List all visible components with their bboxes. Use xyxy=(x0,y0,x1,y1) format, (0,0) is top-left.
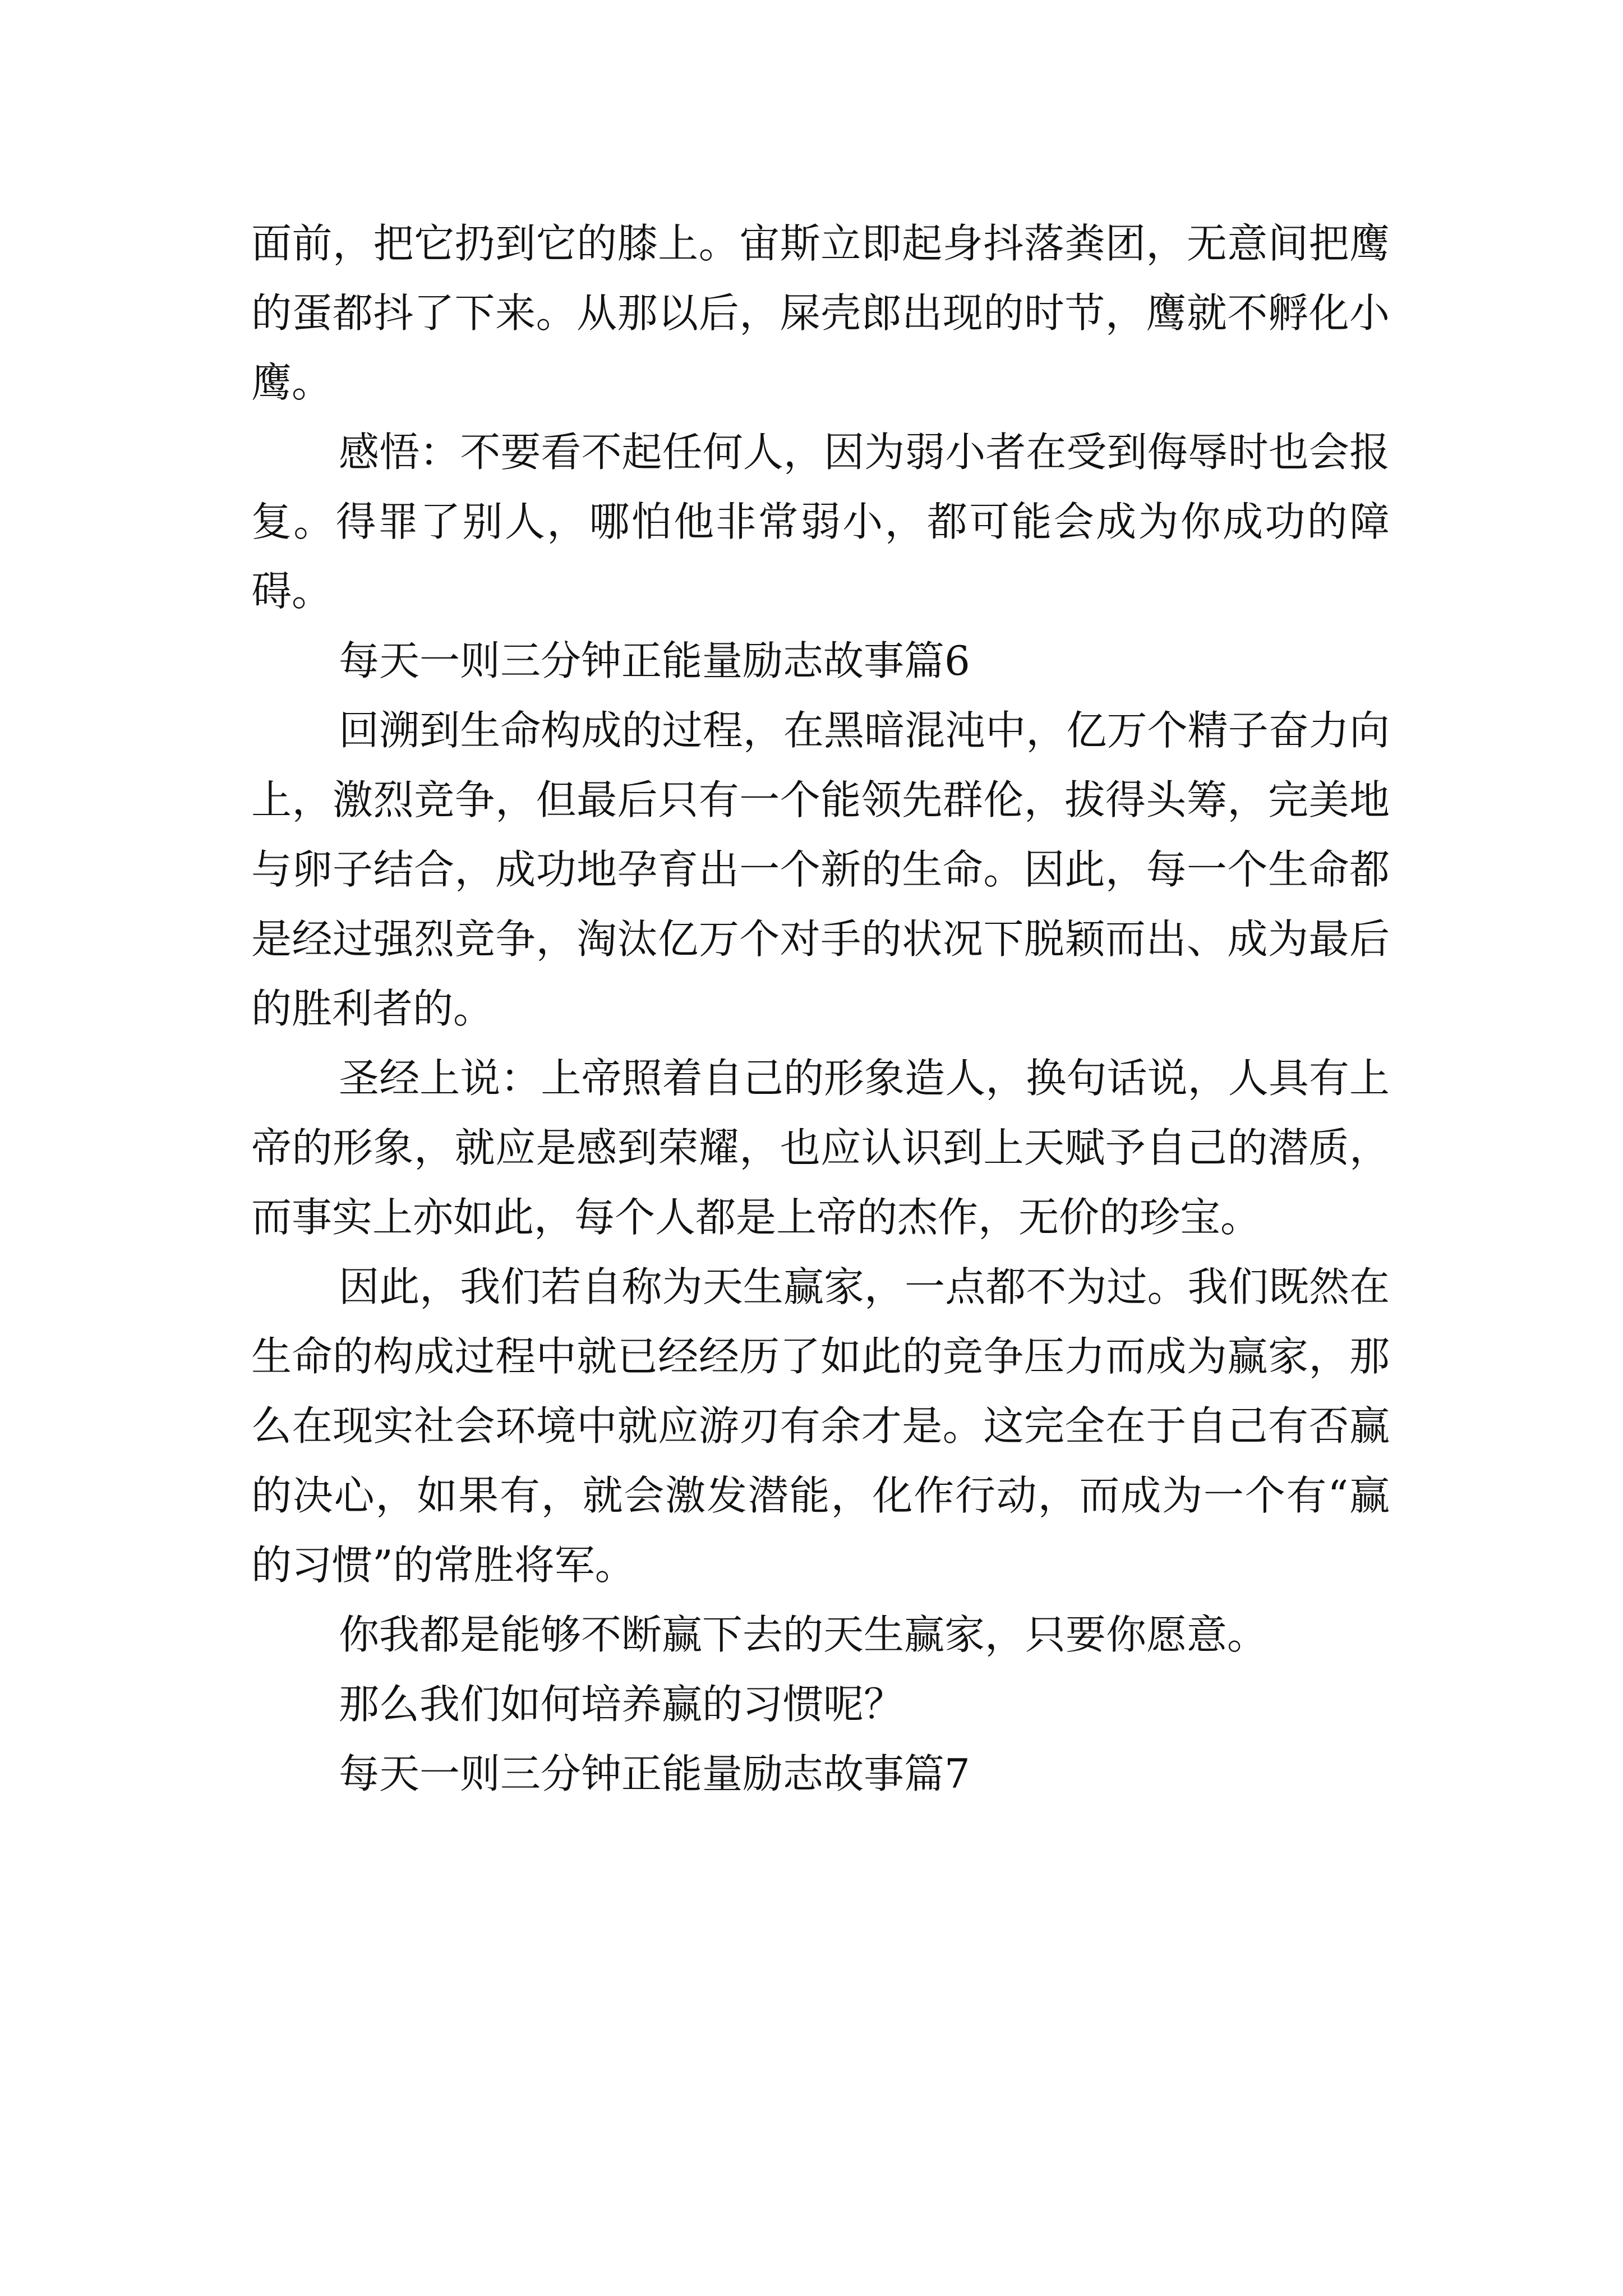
paragraph-born-winner: 因此，我们若自称为天生赢家，一点都不为过。我们既然在生命的构成过程中就已经经历了如此的竞争压力而成为赢家，那么在现实社会环境中就应游刃有余才是。这完全在于自己有否赢的决心，如果有，就会激发潜能，化作行动，而成为一个有“赢的习惯”的常胜将军。 xyxy=(251,1263,1390,1589)
section-heading-6: 每天一则三分钟正能量励志故事篇6 xyxy=(339,637,970,684)
section-heading-7: 每天一则三分钟正能量励志故事篇7 xyxy=(339,1750,970,1797)
paragraph-keep-winning: 你我都是能够不断赢下去的天生赢家，只要你愿意。 xyxy=(339,1611,1268,1658)
paragraph-insight: 感悟：不要看不起任何人，因为弱小者在受到侮辱时也会报复。得罪了别人，哪怕他非常弱小，都可能会成为你成功的障碍。 xyxy=(251,429,1390,615)
paragraph-question: 那么我们如何培养赢的习惯呢？ xyxy=(339,1681,905,1728)
paragraph-continuation: 面前，把它扔到它的膝上。宙斯立即起身抖落粪团，无意间把鹰的蛋都抖了下来。从那以后，屎壳郎出现的时节，鹰就不孵化小鹰。 xyxy=(251,220,1390,406)
document-body xyxy=(251,209,1390,1809)
paragraph-life-origin: 回溯到生命构成的过程，在黑暗混沌中，亿万个精子奋力向上，激烈竞争，但最后只有一个能领先群伦，拔得头筹，完美地与卵子结合，成功地孕育出一个新的生命。因此，每一个生命都是经过强烈竞争，淘汰亿万个对手的状况下脱颖而出、成为最后的胜利者的。 xyxy=(251,707,1390,1032)
paragraph-bible: 圣经上说：上帝照着自己的形象造人，换句话说，人具有上帝的形象，就应是感到荣耀，也应认识到上天赋予自己的潜质，而事实上亦如此，每个人都是上帝的杰作，无价的珍宝。 xyxy=(251,1055,1390,1241)
